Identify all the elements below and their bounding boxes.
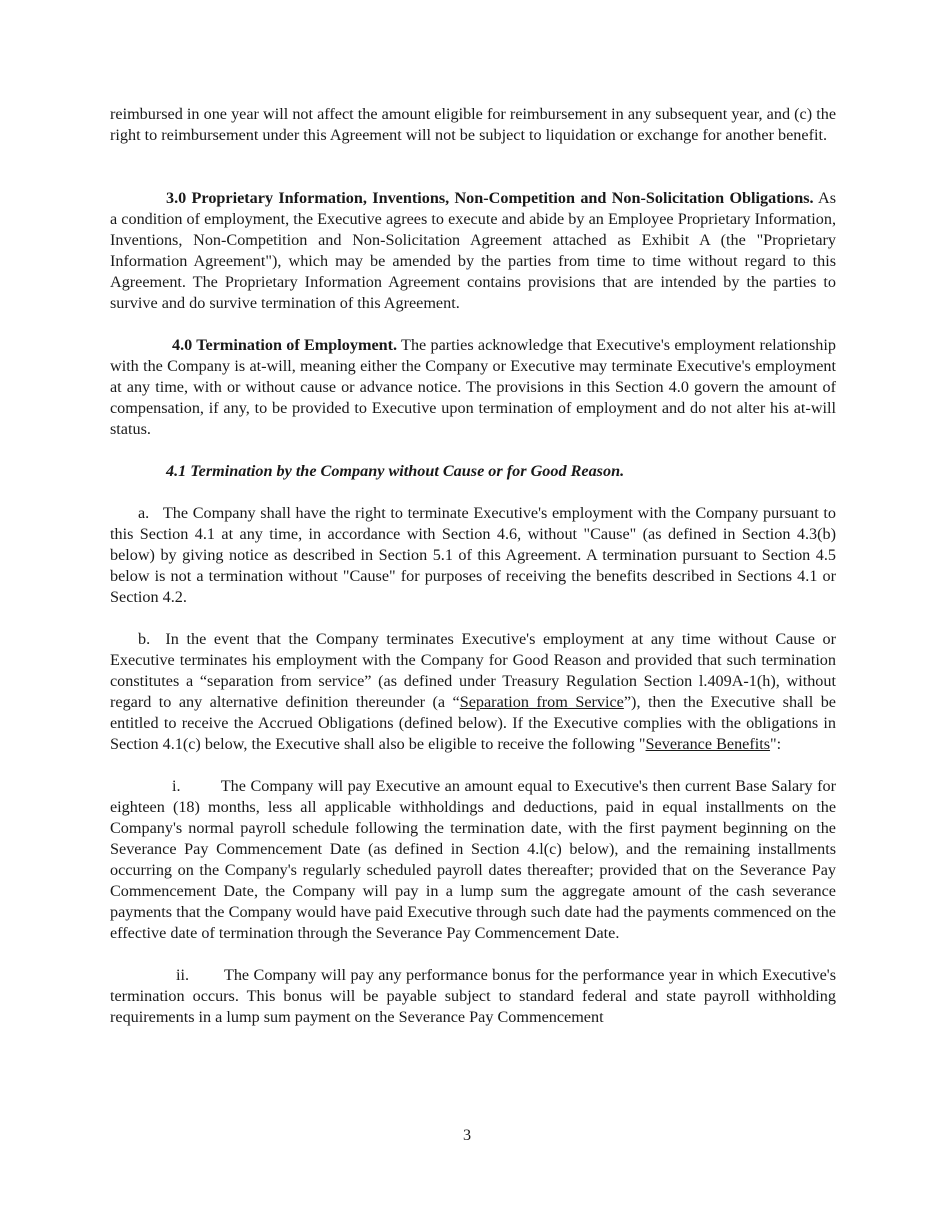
spacer	[110, 944, 836, 965]
item-a-paragraph	[110, 503, 836, 608]
item-b-text-3: ":	[770, 735, 782, 753]
spacer	[110, 314, 836, 335]
section-3-paragraph	[110, 188, 836, 314]
item-ii-label: ii.	[176, 966, 190, 984]
section-3-heading: 3.0 Proprietary Information, Inventions, Non-Competition and Non-Solicitation Obligations.	[166, 189, 814, 207]
document-body	[110, 104, 836, 1028]
item-b-text-1: In the event that the Company terminates Executive's employment at any time without Cause or Executive terminates his employment with the Company for Good Reason and provided that such termination constitutes a “separation from service” (as defined under Treasury Regulation Section l.409A-1(h), without regard to any alternative definition thereunder (a “	[110, 630, 836, 711]
item-ii-text: The Company will pay any performance bonus for the performance year in which Executive's termination occurs. This bonus will be payable subject to standard federal and state payroll withholding requirements in a lump sum payment on the Severance Pay Commencement	[110, 966, 837, 1026]
section-4-heading: 4.0 Termination of Employment.	[172, 336, 398, 354]
page-number: 3	[462, 1126, 472, 1144]
spacer	[110, 482, 836, 503]
item-b-label: b.	[138, 630, 151, 648]
item-i-text: The Company will pay Executive an amount equal to Executive's then current Base Salary for eighteen (18) months, less all applicable withholdings and deductions, paid in equal installments on the Company's normal payroll schedule following the termination date, with the first payment beginning on the Severance Pay Commencement Date (as defined in Section 4.l(c) below), and the remaining installments occurring on the Company's regularly scheduled payroll dates thereafter; provided that on the Severance Pay Commencement Date, the Company will pay in a lump sum the aggregate amount of the cash severance payments that the Company would have paid Executive through such date had the payments commenced on the effective date of termination through the Severance Pay Commencement Date.	[110, 777, 837, 942]
spacer	[110, 146, 836, 188]
item-a-label: a.	[138, 504, 150, 522]
carryover-paragraph: reimbursed in one year will not affect the amount eligible for reimbursement in any subsequent year, and (c) the right to reimbursement under this Agreement will not be subject to liquidation or exchange for another benefit.	[110, 105, 836, 144]
item-a-text: The Company shall have the right to terminate Executive's employment with the Company pursuant to this Section 4.1 at any time, in accordance with Section 4.6, without "Cause" (as defined in Section 4.3(b) below) by giving notice as described in Section 5.1 of this Agreement. A termination pursuant to Section 4.5 below is not a termination without "Cause" for purposes of receiving the benefits described in Sections 4.1 or Section 4.2.	[110, 504, 836, 606]
item-i-label: i.	[172, 777, 181, 795]
spacer	[110, 608, 836, 629]
section-4-paragraph	[110, 335, 836, 440]
section-4-body: The parties acknowledge that Executive's employment relationship with the Company is at-will, meaning either the Company or Executive may terminate Executive's employment at any time, with or without cause or advance notice. The provisions in this Section 4.0 govern the amount of compensation, if any, to be provided to Executive upon termination of employment and do not alter his at-will status.	[110, 336, 836, 438]
item-b-paragraph	[110, 629, 836, 755]
item-ii-paragraph	[110, 965, 836, 1028]
item-i-paragraph	[110, 776, 836, 944]
spacer	[110, 755, 836, 776]
spacer	[110, 440, 836, 461]
section-4-1-heading	[110, 461, 836, 482]
section-3-body: As a condition of employment, the Executive agrees to execute and abide by an Employee Proprietary Information, Inventions, Non-Competition and Non-Solicitation Agreement attached as Exhibit A (the "Proprietary Information Agreement"), which may be amended by the parties from time to time without regard to this Agreement. The Proprietary Information Agreement contains provisions that are intended by the parties to survive and do survive termination of this Agreement.	[110, 189, 836, 312]
section-4-1-heading-text: 4.1 Termination by the Company without Cause or for Good Reason.	[166, 462, 625, 480]
defined-term-separation-from-service: Separation from Service	[459, 693, 624, 711]
item-b-text-2: ”), then the Executive shall be entitled to receive the Accrued Obligations (defined below). If the Executive complies with the obligations in Section 4.1(c) below, the Executive shall also be eligible to receive the following "	[110, 693, 836, 753]
defined-term-severance-benefits: Severance Benefits	[645, 735, 771, 753]
